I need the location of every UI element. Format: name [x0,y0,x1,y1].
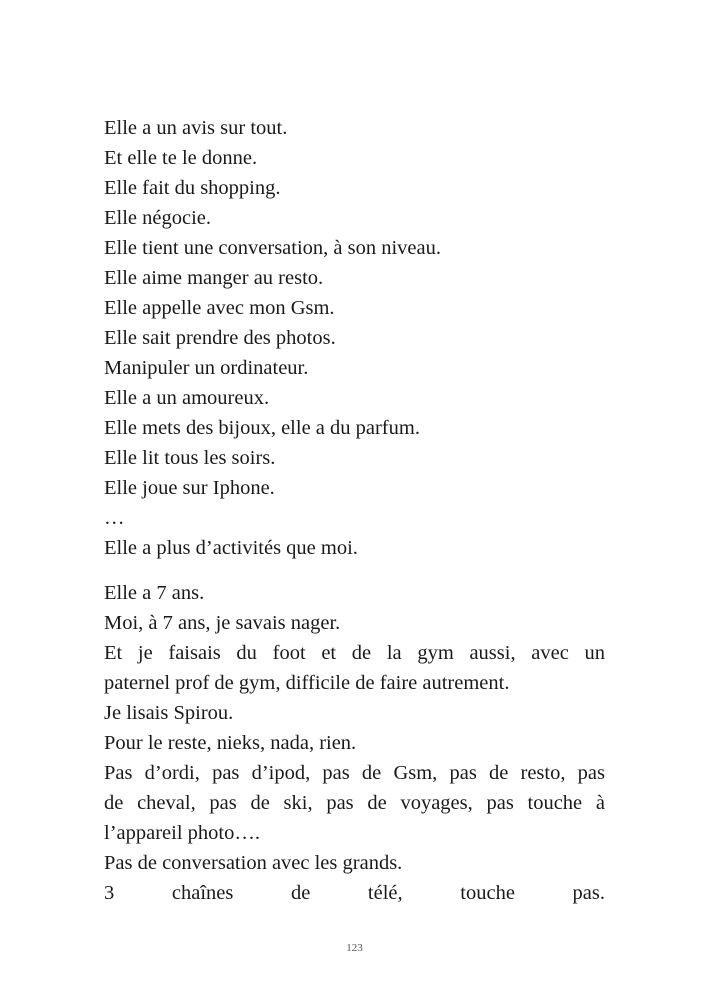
text-line: Pour le reste, nieks, nada, rien. [104,732,357,754]
text-line: Elle mets des bijoux, elle a du parfum. [104,417,420,439]
text-line: Elle sait prendre des photos. [104,327,336,349]
text-line: Et elle te le donne. [104,147,258,169]
text-line: Elle joue sur Iphone. [104,477,275,499]
text-line: Elle a un amoureux. [104,387,270,409]
text-line: Pas de conversation avec les grands. [104,852,403,874]
text-line: l’appareil photo…. [104,822,260,844]
text-line: Elle appelle avec mon Gsm. [104,297,335,319]
text-line: Moi, à 7 ans, je savais nager. [104,612,341,634]
paragraph-childhood [104,578,605,908]
text-line: Elle tient une conversation, à son niveau. [104,237,442,259]
text-line: Elle a plus d’activités que moi. [104,537,358,559]
text-line: Elle aime manger au resto. [104,267,324,289]
text-line-justified: 3 chaînes de télé, touche pas. [104,882,605,904]
text-line: Elle négocie. [104,207,212,229]
text-line-justified: de cheval, pas de ski, pas de voyages, pas touche à [104,792,605,814]
text-line: Elle lit tous les soirs. [104,447,276,469]
text-line-justified: Et je faisais du foot et de la gym aussi, avec un [104,642,605,664]
text-line: Elle a un avis sur tout. [104,117,288,139]
text-line: paternel prof de gym, difficile de faire autrement. [104,672,510,694]
paragraph-activities [104,113,605,563]
text-line: Je lisais Spirou. [104,702,234,724]
ellipsis-line: … [104,507,125,529]
text-line: Manipuler un ordinateur. [104,357,309,379]
text-line: Elle fait du shopping. [104,177,281,199]
text-line: Elle a 7 ans. [104,582,205,604]
text-line-justified: Pas d’ordi, pas d’ipod, pas de Gsm, pas de resto, pas [104,762,605,784]
page-number: 123 [346,942,363,954]
